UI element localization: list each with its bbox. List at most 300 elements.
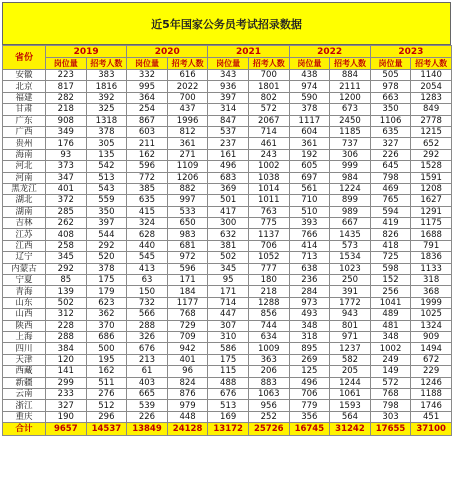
value-cell: 171 bbox=[208, 286, 249, 297]
value-cell: 772 bbox=[127, 172, 168, 183]
value-cell: 1041 bbox=[370, 297, 411, 308]
value-cell: 936 bbox=[208, 81, 249, 92]
value-cell: 539 bbox=[127, 400, 168, 411]
table-row bbox=[3, 377, 452, 388]
value-cell: 564 bbox=[330, 411, 371, 422]
value-cell: 1023 bbox=[330, 263, 371, 274]
value-cell: 603 bbox=[127, 126, 168, 137]
value-cell: 314 bbox=[208, 104, 249, 115]
value-cell: 876 bbox=[167, 388, 208, 399]
value-cell: 997 bbox=[167, 195, 208, 206]
value-cell: 999 bbox=[330, 161, 371, 172]
value-cell: 115 bbox=[208, 366, 249, 377]
value-cell: 1106 bbox=[370, 115, 411, 126]
value-cell: 392 bbox=[86, 92, 127, 103]
value-cell: 1999 bbox=[411, 297, 452, 308]
value-cell: 318 bbox=[411, 275, 452, 286]
value-cell: 350 bbox=[86, 206, 127, 217]
value-cell: 378 bbox=[86, 126, 127, 137]
year-header: 2022 bbox=[289, 46, 370, 58]
value-cell: 120 bbox=[46, 354, 87, 365]
value-cell: 236 bbox=[289, 275, 330, 286]
table-row bbox=[3, 92, 452, 103]
table-row bbox=[3, 172, 452, 183]
value-cell: 1836 bbox=[411, 252, 452, 263]
value-cell: 451 bbox=[411, 411, 452, 422]
value-cell: 288 bbox=[127, 320, 168, 331]
total-cell: 13172 bbox=[208, 423, 249, 436]
value-cell: 1206 bbox=[167, 172, 208, 183]
value-cell: 1137 bbox=[248, 229, 289, 240]
value-cell: 884 bbox=[330, 70, 371, 81]
province-cell: 海南 bbox=[3, 149, 46, 160]
value-cell: 206 bbox=[248, 366, 289, 377]
value-cell: 95 bbox=[208, 275, 249, 286]
value-cell: 2022 bbox=[167, 81, 208, 92]
value-cell: 777 bbox=[248, 263, 289, 274]
value-cell: 300 bbox=[208, 218, 249, 229]
value-cell: 2778 bbox=[411, 115, 452, 126]
value-cell: 438 bbox=[289, 70, 330, 81]
value-cell: 378 bbox=[86, 263, 127, 274]
value-cell: 812 bbox=[167, 126, 208, 137]
value-cell: 768 bbox=[370, 388, 411, 399]
value-cell: 672 bbox=[411, 354, 452, 365]
table-row bbox=[3, 126, 452, 137]
value-cell: 798 bbox=[370, 172, 411, 183]
value-cell: 1528 bbox=[411, 161, 452, 172]
value-cell: 397 bbox=[208, 92, 249, 103]
value-cell: 276 bbox=[86, 388, 127, 399]
year-header-row bbox=[3, 46, 452, 58]
total-cell: 31242 bbox=[330, 423, 371, 436]
value-cell: 292 bbox=[46, 263, 87, 274]
value-cell: 378 bbox=[289, 104, 330, 115]
value-cell: 709 bbox=[167, 331, 208, 342]
table-row bbox=[3, 161, 452, 172]
value-cell: 765 bbox=[370, 195, 411, 206]
value-cell: 763 bbox=[248, 206, 289, 217]
value-cell: 826 bbox=[370, 229, 411, 240]
value-cell: 775 bbox=[248, 218, 289, 229]
value-cell: 391 bbox=[330, 286, 371, 297]
value-cell: 385 bbox=[127, 183, 168, 194]
recruits-header: 招考人数 bbox=[330, 58, 371, 70]
value-cell: 989 bbox=[330, 206, 371, 217]
table-row bbox=[3, 252, 452, 263]
value-cell: 419 bbox=[370, 218, 411, 229]
value-cell: 327 bbox=[370, 138, 411, 149]
value-cell: 572 bbox=[370, 377, 411, 388]
province-cell: 广东 bbox=[3, 115, 46, 126]
value-cell: 1011 bbox=[248, 195, 289, 206]
value-cell: 732 bbox=[127, 297, 168, 308]
value-cell: 984 bbox=[330, 172, 371, 183]
table-row bbox=[3, 104, 452, 115]
value-cell: 324 bbox=[127, 218, 168, 229]
value-cell: 1801 bbox=[248, 81, 289, 92]
value-cell: 867 bbox=[127, 115, 168, 126]
value-cell: 332 bbox=[127, 70, 168, 81]
value-cell: 282 bbox=[46, 92, 87, 103]
value-cell: 461 bbox=[248, 138, 289, 149]
value-cell: 213 bbox=[127, 354, 168, 365]
value-cell: 413 bbox=[127, 263, 168, 274]
value-cell: 1063 bbox=[248, 388, 289, 399]
value-cell: 481 bbox=[370, 320, 411, 331]
value-cell: 616 bbox=[167, 70, 208, 81]
year-header: 2023 bbox=[370, 46, 451, 58]
table-row bbox=[3, 240, 452, 251]
total-cell: 9657 bbox=[46, 423, 87, 436]
total-cell: 24128 bbox=[167, 423, 208, 436]
value-cell: 190 bbox=[46, 411, 87, 422]
value-cell: 1291 bbox=[411, 206, 452, 217]
province-cell: 江西 bbox=[3, 240, 46, 251]
table-row bbox=[3, 229, 452, 240]
value-cell: 179 bbox=[86, 286, 127, 297]
value-cell: 408 bbox=[46, 229, 87, 240]
year-header: 2021 bbox=[208, 46, 289, 58]
table-row bbox=[3, 195, 452, 206]
value-cell: 1318 bbox=[86, 115, 127, 126]
value-cell: 469 bbox=[370, 183, 411, 194]
value-cell: 305 bbox=[86, 138, 127, 149]
value-cell: 350 bbox=[370, 104, 411, 115]
province-cell: 内蒙古 bbox=[3, 263, 46, 274]
value-cell: 1534 bbox=[330, 252, 371, 263]
positions-header: 岗位量 bbox=[289, 58, 330, 70]
value-cell: 228 bbox=[46, 320, 87, 331]
value-cell: 489 bbox=[370, 309, 411, 320]
value-cell: 973 bbox=[289, 297, 330, 308]
value-cell: 972 bbox=[167, 252, 208, 263]
value-cell: 318 bbox=[289, 331, 330, 342]
table-row bbox=[3, 206, 452, 217]
value-cell: 496 bbox=[208, 161, 249, 172]
value-cell: 171 bbox=[167, 275, 208, 286]
value-cell: 348 bbox=[289, 320, 330, 331]
value-cell: 650 bbox=[167, 218, 208, 229]
value-cell: 363 bbox=[248, 354, 289, 365]
value-cell: 1996 bbox=[167, 115, 208, 126]
positions-header: 岗位量 bbox=[127, 58, 168, 70]
value-cell: 175 bbox=[208, 354, 249, 365]
province-cell: 广西 bbox=[3, 126, 46, 137]
value-cell: 520 bbox=[86, 252, 127, 263]
value-cell: 537 bbox=[208, 126, 249, 137]
spreadsheet bbox=[2, 2, 451, 436]
value-cell: 847 bbox=[208, 115, 249, 126]
value-cell: 1061 bbox=[330, 388, 371, 399]
value-cell: 372 bbox=[46, 195, 87, 206]
value-cell: 1188 bbox=[411, 388, 452, 399]
value-cell: 883 bbox=[248, 377, 289, 388]
value-cell: 285 bbox=[46, 206, 87, 217]
table-row bbox=[3, 149, 452, 160]
recruitment-table bbox=[2, 45, 452, 436]
value-cell: 824 bbox=[167, 377, 208, 388]
value-cell: 628 bbox=[127, 229, 168, 240]
table-row bbox=[3, 218, 452, 229]
value-cell: 2067 bbox=[248, 115, 289, 126]
value-cell: 252 bbox=[248, 411, 289, 422]
value-cell: 237 bbox=[208, 138, 249, 149]
value-cell: 635 bbox=[370, 126, 411, 137]
province-cell: 四川 bbox=[3, 343, 46, 354]
value-cell: 361 bbox=[289, 138, 330, 149]
recruits-header: 招考人数 bbox=[248, 58, 289, 70]
value-cell: 192 bbox=[289, 149, 330, 160]
value-cell: 149 bbox=[370, 366, 411, 377]
value-cell: 545 bbox=[127, 252, 168, 263]
value-cell: 638 bbox=[289, 263, 330, 274]
province-cell: 安徽 bbox=[3, 70, 46, 81]
value-cell: 1324 bbox=[411, 320, 452, 331]
province-cell: 上海 bbox=[3, 331, 46, 342]
value-cell: 802 bbox=[248, 92, 289, 103]
value-cell: 292 bbox=[86, 240, 127, 251]
value-cell: 899 bbox=[330, 195, 371, 206]
table-row bbox=[3, 70, 452, 81]
value-cell: 361 bbox=[167, 138, 208, 149]
province-cell: 青海 bbox=[3, 286, 46, 297]
value-cell: 978 bbox=[370, 81, 411, 92]
value-cell: 364 bbox=[127, 92, 168, 103]
value-cell: 447 bbox=[208, 309, 249, 320]
value-cell: 327 bbox=[46, 400, 87, 411]
province-cell: 浙江 bbox=[3, 400, 46, 411]
value-cell: 205 bbox=[330, 366, 371, 377]
value-cell: 1772 bbox=[330, 297, 371, 308]
table-row bbox=[3, 309, 452, 320]
value-cell: 502 bbox=[46, 297, 87, 308]
value-cell: 801 bbox=[330, 320, 371, 331]
positions-header: 岗位量 bbox=[46, 58, 87, 70]
value-cell: 139 bbox=[46, 286, 87, 297]
table-body bbox=[3, 70, 452, 423]
province-cell: 辽宁 bbox=[3, 252, 46, 263]
value-cell: 243 bbox=[248, 149, 289, 160]
value-cell: 681 bbox=[167, 240, 208, 251]
value-cell: 572 bbox=[248, 104, 289, 115]
sub-header-row bbox=[3, 58, 452, 70]
value-cell: 542 bbox=[86, 161, 127, 172]
value-cell: 598 bbox=[370, 263, 411, 274]
value-cell: 162 bbox=[127, 149, 168, 160]
value-cell: 895 bbox=[289, 343, 330, 354]
value-cell: 849 bbox=[411, 104, 452, 115]
value-cell: 175 bbox=[86, 275, 127, 286]
value-cell: 284 bbox=[289, 286, 330, 297]
province-cell: 湖南 bbox=[3, 206, 46, 217]
value-cell: 596 bbox=[127, 161, 168, 172]
value-cell: 176 bbox=[46, 138, 87, 149]
value-cell: 710 bbox=[289, 195, 330, 206]
positions-header: 岗位量 bbox=[208, 58, 249, 70]
value-cell: 697 bbox=[289, 172, 330, 183]
value-cell: 561 bbox=[289, 183, 330, 194]
value-cell: 590 bbox=[289, 92, 330, 103]
value-cell: 195 bbox=[86, 354, 127, 365]
value-cell: 229 bbox=[411, 366, 452, 377]
value-cell: 226 bbox=[127, 411, 168, 422]
table-row bbox=[3, 138, 452, 149]
value-cell: 1746 bbox=[411, 400, 452, 411]
value-cell: 971 bbox=[330, 331, 371, 342]
value-cell: 714 bbox=[248, 126, 289, 137]
value-cell: 725 bbox=[370, 252, 411, 263]
province-cell: 西藏 bbox=[3, 366, 46, 377]
value-cell: 791 bbox=[411, 240, 452, 251]
value-cell: 1288 bbox=[248, 297, 289, 308]
value-cell: 1140 bbox=[411, 70, 452, 81]
total-cell: 16745 bbox=[289, 423, 330, 436]
table-row bbox=[3, 320, 452, 331]
province-cell: 山东 bbox=[3, 297, 46, 308]
value-cell: 292 bbox=[411, 149, 452, 160]
province-header: 省份 bbox=[3, 46, 46, 70]
table-row bbox=[3, 354, 452, 365]
value-cell: 369 bbox=[208, 183, 249, 194]
value-cell: 381 bbox=[208, 240, 249, 251]
recruits-header: 招考人数 bbox=[86, 58, 127, 70]
total-cell: 14537 bbox=[86, 423, 127, 436]
value-cell: 162 bbox=[86, 366, 127, 377]
value-cell: 908 bbox=[46, 115, 87, 126]
value-cell: 798 bbox=[370, 400, 411, 411]
value-cell: 310 bbox=[208, 331, 249, 342]
value-cell: 1237 bbox=[330, 343, 371, 354]
value-cell: 135 bbox=[86, 149, 127, 160]
province-cell: 黑龙江 bbox=[3, 183, 46, 194]
value-cell: 415 bbox=[127, 206, 168, 217]
value-cell: 983 bbox=[167, 229, 208, 240]
value-cell: 513 bbox=[86, 172, 127, 183]
table-row bbox=[3, 297, 452, 308]
value-cell: 686 bbox=[86, 331, 127, 342]
value-cell: 440 bbox=[127, 240, 168, 251]
value-cell: 652 bbox=[411, 138, 452, 149]
province-cell: 江苏 bbox=[3, 229, 46, 240]
value-cell: 882 bbox=[167, 183, 208, 194]
value-cell: 594 bbox=[370, 206, 411, 217]
province-cell: 河北 bbox=[3, 161, 46, 172]
value-cell: 343 bbox=[208, 70, 249, 81]
value-cell: 2111 bbox=[330, 81, 371, 92]
value-cell: 326 bbox=[127, 331, 168, 342]
value-cell: 645 bbox=[370, 161, 411, 172]
value-cell: 1688 bbox=[411, 229, 452, 240]
value-cell: 184 bbox=[167, 286, 208, 297]
value-cell: 362 bbox=[86, 309, 127, 320]
value-cell: 125 bbox=[289, 366, 330, 377]
value-cell: 1494 bbox=[411, 343, 452, 354]
value-cell: 582 bbox=[330, 354, 371, 365]
value-cell: 169 bbox=[208, 411, 249, 422]
value-cell: 979 bbox=[167, 400, 208, 411]
value-cell: 766 bbox=[289, 229, 330, 240]
value-cell: 493 bbox=[289, 309, 330, 320]
province-cell: 甘肃 bbox=[3, 104, 46, 115]
value-cell: 211 bbox=[127, 138, 168, 149]
value-cell: 93 bbox=[46, 149, 87, 160]
province-cell: 贵州 bbox=[3, 138, 46, 149]
value-cell: 418 bbox=[370, 240, 411, 251]
value-cell: 370 bbox=[86, 320, 127, 331]
value-cell: 233 bbox=[46, 388, 87, 399]
recruits-header: 招考人数 bbox=[167, 58, 208, 70]
table-row bbox=[3, 366, 452, 377]
value-cell: 1200 bbox=[330, 92, 371, 103]
total-row bbox=[3, 423, 452, 436]
value-cell: 768 bbox=[167, 309, 208, 320]
value-cell: 1244 bbox=[330, 377, 371, 388]
value-cell: 306 bbox=[330, 149, 371, 160]
value-cell: 347 bbox=[46, 172, 87, 183]
value-cell: 345 bbox=[46, 252, 87, 263]
value-cell: 384 bbox=[46, 343, 87, 354]
value-cell: 2054 bbox=[411, 81, 452, 92]
value-cell: 288 bbox=[46, 331, 87, 342]
value-cell: 663 bbox=[370, 92, 411, 103]
value-cell: 348 bbox=[370, 331, 411, 342]
value-cell: 1175 bbox=[411, 218, 452, 229]
value-cell: 401 bbox=[167, 354, 208, 365]
value-cell: 397 bbox=[86, 218, 127, 229]
value-cell: 543 bbox=[86, 183, 127, 194]
value-cell: 1283 bbox=[411, 92, 452, 103]
value-cell: 714 bbox=[208, 297, 249, 308]
value-cell: 573 bbox=[330, 240, 371, 251]
province-cell: 山西 bbox=[3, 309, 46, 320]
value-cell: 312 bbox=[46, 309, 87, 320]
recruits-header: 招考人数 bbox=[411, 58, 452, 70]
value-cell: 1038 bbox=[248, 172, 289, 183]
value-cell: 635 bbox=[127, 195, 168, 206]
value-cell: 1627 bbox=[411, 195, 452, 206]
value-cell: 667 bbox=[330, 218, 371, 229]
province-cell: 云南 bbox=[3, 388, 46, 399]
value-cell: 544 bbox=[86, 229, 127, 240]
total-cell: 37100 bbox=[411, 423, 452, 436]
value-cell: 223 bbox=[46, 70, 87, 81]
value-cell: 226 bbox=[370, 149, 411, 160]
value-cell: 63 bbox=[127, 275, 168, 286]
value-cell: 345 bbox=[208, 263, 249, 274]
value-cell: 1208 bbox=[411, 183, 452, 194]
value-cell: 505 bbox=[370, 70, 411, 81]
value-cell: 559 bbox=[86, 195, 127, 206]
value-cell: 779 bbox=[289, 400, 330, 411]
value-cell: 605 bbox=[289, 161, 330, 172]
value-cell: 488 bbox=[208, 377, 249, 388]
value-cell: 511 bbox=[86, 377, 127, 388]
value-cell: 596 bbox=[167, 263, 208, 274]
value-cell: 373 bbox=[46, 161, 87, 172]
table-row bbox=[3, 286, 452, 297]
value-cell: 1002 bbox=[248, 161, 289, 172]
value-cell: 1025 bbox=[411, 309, 452, 320]
value-cell: 250 bbox=[330, 275, 371, 286]
value-cell: 737 bbox=[330, 138, 371, 149]
value-cell: 448 bbox=[167, 411, 208, 422]
value-cell: 403 bbox=[127, 377, 168, 388]
province-cell: 福建 bbox=[3, 92, 46, 103]
year-header: 2020 bbox=[127, 46, 208, 58]
value-cell: 942 bbox=[167, 343, 208, 354]
value-cell: 349 bbox=[46, 126, 87, 137]
